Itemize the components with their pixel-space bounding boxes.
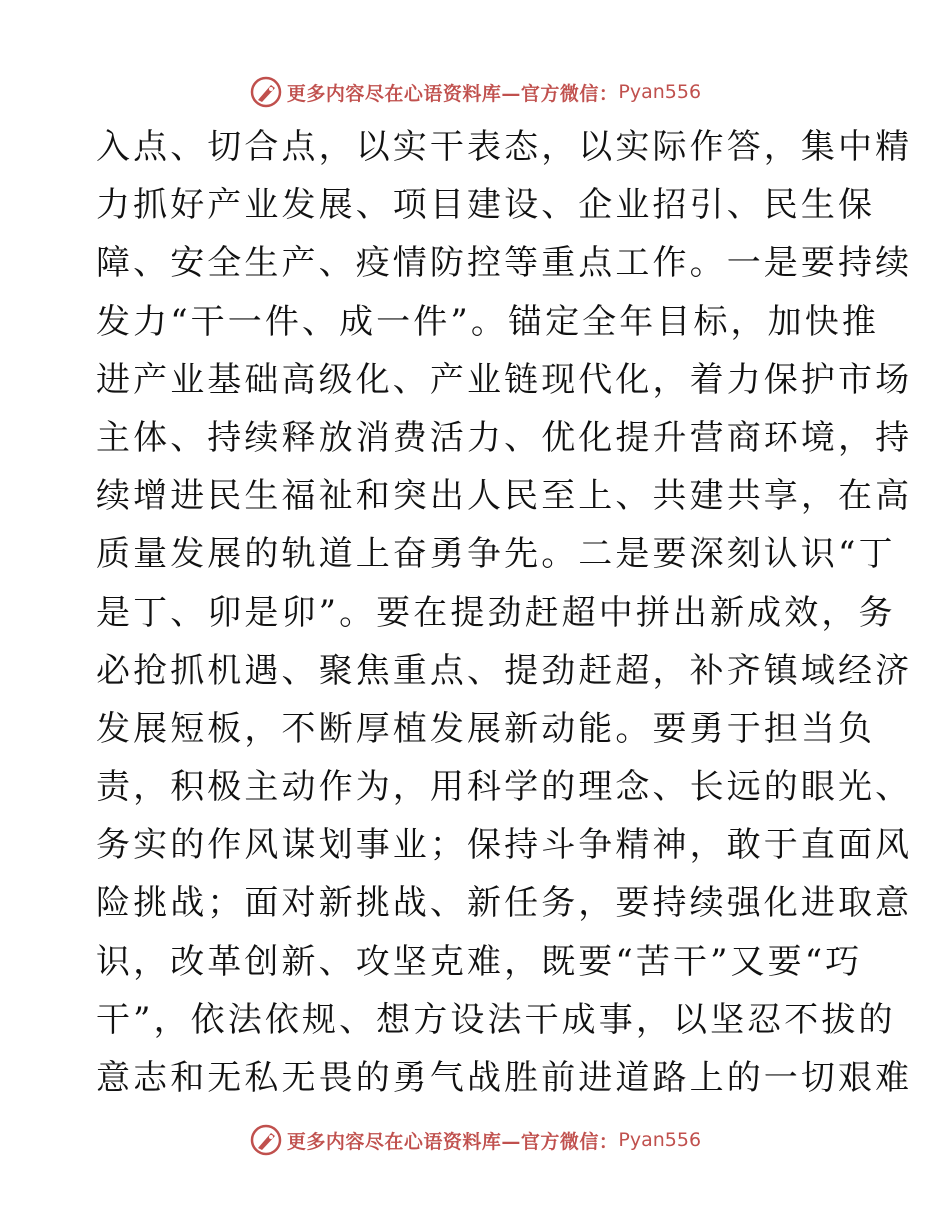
body-line: 力抓好产业发展、项目建设、企业招引、民生保 [96, 185, 876, 226]
body-line: 障、安全生产、疫情防控等重点工作。一是要持续 [96, 243, 913, 284]
banner-text: 更多内容尽在心语资料库—官方微信： [286, 82, 619, 105]
body-line: 进产业基础高级化、产业链现代化，着力保护市场 [96, 359, 913, 400]
banner-text: 更多内容尽在心语资料库—官方微信： [286, 1130, 619, 1153]
body-line: 是丁、卯是卯”。要在提劲赶超中拼出新成效，务 [96, 592, 896, 633]
pen-nib-logo-icon [249, 1123, 283, 1157]
body-line: 务实的作风谋划事业；保持斗争精神，敢于直面风 [96, 825, 913, 866]
body-line: 责，积极主动作为，用科学的理念、长远的眼光、 [96, 767, 913, 808]
body-line: 意志和无私无畏的勇气战胜前进道路上的一切艰难 [96, 1058, 913, 1098]
body-line: 发展短板，不断厚植发展新动能。要勇于担当负 [96, 708, 876, 749]
body-line: 主体、持续释放消费活力、优化提升营商环境，持 [96, 417, 913, 458]
wechat-id: Pyan556 [618, 1129, 702, 1151]
body-line: 发力“干一件、成一件”。锚定全年目标，加快推 [96, 301, 879, 342]
body-line: 干”，依法依规、想方设法干成事，以坚忍不拔的 [96, 999, 896, 1040]
wechat-id: Pyan556 [618, 81, 702, 103]
body-line: 入点、切合点，以实干表态，以实际作答，集中精 [96, 127, 913, 167]
footer-banner [0, 1120, 950, 1160]
header-banner [0, 72, 950, 112]
body-line: 质量发展的轨道上奋勇争先。二是要深刻认识“丁 [96, 534, 896, 575]
body-line: 续增进民生福祉和突出人民至上、共建共享，在高 [96, 476, 913, 517]
document-body [96, 118, 913, 1107]
body-line: 必抢抓机遇、聚焦重点、提劲赶超，补齐镇域经济 [96, 650, 913, 691]
body-line: 识，改革创新、攻坚克难，既要“苦干”又要“巧 [96, 941, 863, 982]
body-line: 险挑战；面对新挑战、新任务，要持续强化进取意 [96, 883, 913, 924]
pen-nib-logo-icon [249, 75, 283, 109]
